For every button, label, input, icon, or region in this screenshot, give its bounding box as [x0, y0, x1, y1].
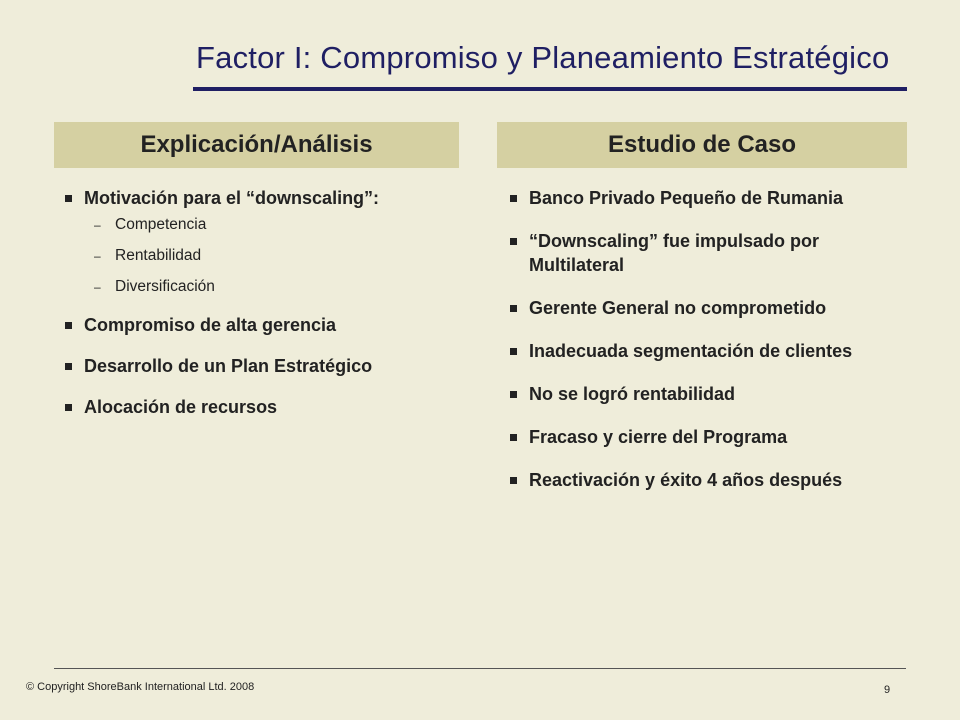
list-item-text: Motivación para el “downscaling”:: [84, 188, 380, 208]
square-bullet-icon: [510, 434, 517, 441]
sub-list-item-text: Diversificación: [115, 278, 215, 295]
list-item-text: Compromiso de alta gerencia: [84, 315, 337, 335]
list-item: [507, 186, 907, 210]
square-bullet-icon: [510, 477, 517, 484]
title-underline: [193, 87, 907, 91]
list-item: [62, 186, 452, 296]
list-item: [62, 313, 452, 337]
left-column-header: Explicación/Análisis: [54, 122, 459, 168]
page-number: 9: [884, 684, 891, 696]
sub-list-item-text: Rentabilidad: [115, 247, 202, 264]
list-item-text: Reactivación y éxito 4 años después: [529, 470, 843, 490]
list-item-text: “Downscaling” fue impulsado por Multilateral: [529, 231, 820, 275]
sub-list: [84, 216, 452, 296]
left-bullet-list: [62, 186, 452, 436]
dash-bullet-icon: –: [94, 218, 101, 232]
square-bullet-icon: [65, 322, 72, 329]
list-item: [507, 425, 907, 449]
list-item: [507, 382, 907, 406]
dash-bullet-icon: –: [94, 280, 101, 294]
footer-divider: [54, 668, 906, 669]
list-item: [62, 354, 452, 378]
square-bullet-icon: [65, 195, 72, 202]
sub-list-item: [84, 278, 452, 296]
copyright-notice: © Copyright ShoreBank International Ltd. 2008: [26, 681, 255, 693]
square-bullet-icon: [510, 195, 517, 202]
square-bullet-icon: [510, 305, 517, 312]
list-item-text: Desarrollo de un Plan Estratégico: [84, 356, 373, 376]
square-bullet-icon: [65, 404, 72, 411]
dash-bullet-icon: –: [94, 249, 101, 263]
list-item-text: Inadecuada segmentación de clientes: [529, 341, 853, 361]
slide-title: Factor I: Compromiso y Planeamiento Estratégico: [196, 40, 890, 75]
sub-list-item: [84, 216, 452, 234]
list-item-text: Gerente General no comprometido: [529, 298, 827, 318]
right-column-header: Estudio de Caso: [497, 122, 907, 168]
list-item: [507, 468, 907, 492]
list-item: [507, 229, 907, 277]
list-item-text: Fracaso y cierre del Programa: [529, 427, 788, 447]
list-item: [62, 395, 452, 419]
sub-list-item-text: Competencia: [115, 216, 207, 233]
square-bullet-icon: [510, 391, 517, 398]
square-bullet-icon: [65, 363, 72, 370]
list-item: [507, 296, 907, 320]
square-bullet-icon: [510, 238, 517, 245]
list-item-text: No se logró rentabilidad: [529, 384, 736, 404]
list-item-text: Alocación de recursos: [84, 397, 278, 417]
list-item: [507, 339, 907, 363]
square-bullet-icon: [510, 348, 517, 355]
list-item-text: Banco Privado Pequeño de Rumania: [529, 188, 844, 208]
right-bullet-list: [507, 186, 907, 511]
sub-list-item: [84, 247, 452, 265]
